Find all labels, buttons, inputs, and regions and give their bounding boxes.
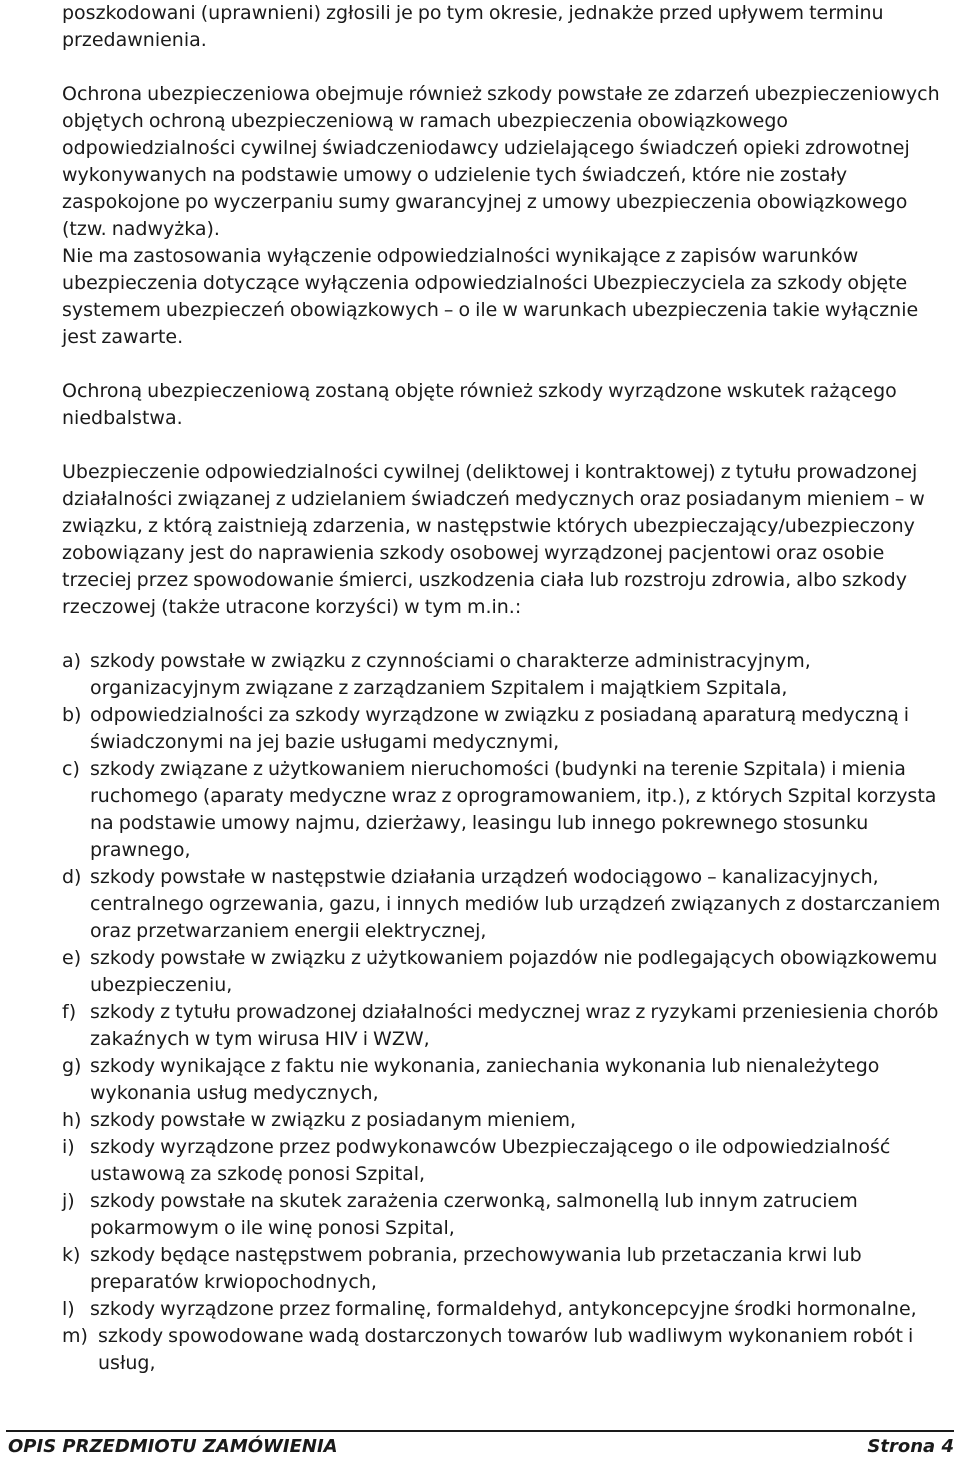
list-marker: b) [62,704,82,726]
list-item-text: szkody związane z użytkowaniem nieruchomości (budynki na terenie Szpitala) i mienia ruchomego (aparaty medyczne wraz z oprogramowaniem, itp.), z których Szpital korzysta na podstawie umowy najmu, dzierżawy, leasingu lub innego pokrewnego stosunku prawnego, [90,758,937,861]
list-item [62,702,954,756]
list-marker: c) [62,758,80,780]
list-item [62,1134,954,1188]
list-item-text: szkody powstałe w związku z posiadanym mieniem, [90,1109,577,1131]
list-item-text: szkody wynikające z faktu nie wykonania, zaniechania wykonania lub nienależytego wykonania usług medycznych, [90,1055,880,1104]
list-marker: i) [62,1136,75,1158]
spacer [62,432,954,459]
list-item-text: szkody z tytułu prowadzonej działalności medycznej wraz z ryzykami przeniesienia chorób zakaźnych w tym wirusa HIV i WZW, [90,1001,939,1050]
list-marker: e) [62,947,82,969]
coverage-list [62,648,954,1377]
list-item [62,1242,954,1296]
list-item [62,756,954,864]
paragraph-exclusion: Nie ma zastosowania wyłączenie odpowiedzialności wynikające z zapisów warunków ubezpieczenia dotyczące wyłączenia odpowiedzialności Ubezpieczyciela za szkody objęte systemem ubezpieczeń obowiązkowych – o ile w warunkach ubezpieczenia takie wyłącznie jest zawarte. [62,245,919,348]
list-marker: l) [62,1298,75,1320]
list-item [62,648,954,702]
list-item-text: szkody powstałe w następstwie działania urządzeń wodociągowo – kanalizacyjnych, centralnego ogrzewania, gazu, i innych mediów lub urządzeń związanych z dostarczaniem oraz przetwarzaniem energii elektrycznej, [90,866,941,942]
list-item [62,1188,954,1242]
list-item-text: szkody powstałe w związku z czynnościami o charakterze administracyjnym, organizacyjnym związane z zarządzaniem Szpitalem i majątkiem Szpitala, [90,650,811,699]
list-item-text: odpowiedzialności za szkody wyrządzone w związku z posiadaną aparaturą medyczną i świadczonymi na jej bazie usługami medycznymi, [90,704,910,753]
footer-title: OPIS PRZEDMIOTU ZAMÓWIENIA [8,1436,338,1457]
page-number: Strona 4 [867,1436,954,1457]
footer-divider [6,1430,954,1432]
page-footer [8,1436,954,1457]
paragraph-gross-negligence: Ochroną ubezpieczeniową zostaną objęte również szkody wyrządzone wskutek rażącego niedbalstwa. [62,380,897,429]
list-item-text: szkody spowodowane wadą dostarczonych towarów lub wadliwym wykonaniem robót i usług, [98,1325,914,1374]
list-item-text: szkody wyrządzone przez podwykonawców Ubezpieczającego o ile odpowiedzialność ustawową za szkodę ponosi Szpital, [90,1136,891,1185]
list-item [62,1296,954,1323]
list-item-text: szkody powstałe w związku z użytkowaniem pojazdów nie podlegających obowiązkowemu ubezpieczeniu, [90,947,938,996]
list-marker: f) [62,1001,77,1023]
list-item [62,999,954,1053]
list-item [62,1323,954,1377]
list-item-text: szkody wyrządzone przez formalinę, formaldehyd, antykoncepcyjne środki hormonalne, [90,1298,917,1320]
list-marker: m) [62,1325,88,1347]
list-item [62,864,954,945]
spacer [62,351,954,378]
list-marker: h) [62,1109,82,1131]
list-marker: k) [62,1244,81,1266]
list-item [62,1053,954,1107]
paragraph-continuation: poszkodowani (uprawnieni) zgłosili je po tym okresie, jednakże przed upływem terminu przedawnienia. [62,2,884,51]
list-item-text: szkody będące następstwem pobrania, przechowywania lub przetaczania krwi lub preparatów krwiopochodnych, [90,1244,862,1293]
spacer [62,621,954,648]
list-marker: g) [62,1055,82,1077]
list-item [62,945,954,999]
paragraph-liability-insurance: Ubezpieczenie odpowiedzialności cywilnej (deliktowej i kontraktowej) z tytułu prowadzonej działalności związanej z udzielaniem świadczeń medycznych oraz posiadanym mieniem – w związku, z którą zaistnieją zdarzenia, w następstwie których ubezpieczający/ubezpieczony zobowiązany jest do naprawienia szkody osobowej wyrządzonej pacjentowi oraz osobie trzeciej przez spowodowanie śmierci, uszkodzenia ciała lub rozstroju zdrowia, albo szkody rzeczowej (także utracone korzyści) w tym m.in.: [62,461,925,618]
list-item [62,1107,954,1134]
list-marker: d) [62,866,82,888]
paragraph-surplus-coverage: Ochrona ubezpieczeniowa obejmuje również szkody powstałe ze zdarzeń ubezpieczeniowych objętych ochroną ubezpieczeniową w ramach ubezpieczenia obowiązkowego odpowiedzialności cywilnej świadczeniodawcy udzielającego świadczeń opieki zdrowotnej wykonywanych na podstawie umowy o udzielenie tych świadczeń, które nie zostały zaspokojone po wyczerpaniu sumy gwarancyjnej z umowy ubezpieczenia obowiązkowego (tzw. nadwyżka). [62,83,940,240]
document-body [62,0,954,1377]
list-marker: a) [62,650,82,672]
list-marker: j) [62,1190,75,1212]
list-item-text: szkody powstałe na skutek zarażenia czerwonką, salmonellą lub innym zatruciem pokarmowym o ile winę ponosi Szpital, [90,1190,858,1239]
spacer [62,54,954,81]
